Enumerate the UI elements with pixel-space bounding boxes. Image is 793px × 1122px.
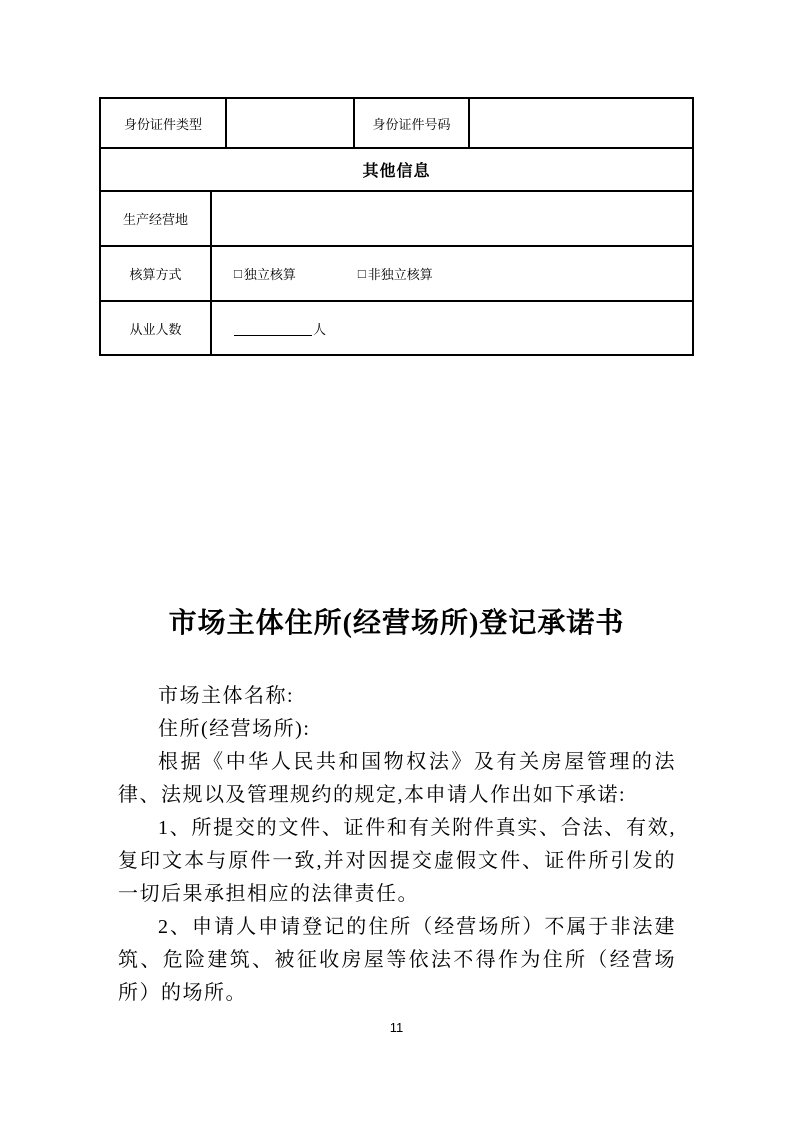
- id-certificate-number-label: 身份证件号码: [355, 99, 470, 147]
- checkbox-icon: □: [234, 266, 242, 281]
- employee-count-unit: 人: [313, 321, 327, 337]
- business-location-value: [212, 192, 692, 245]
- option-non-independent-accounting-label: 非独立核算: [367, 267, 433, 282]
- other-info-section-header: 其他信息: [362, 163, 431, 180]
- id-certificate-number-value: [470, 99, 692, 147]
- id-certificate-type-label: 身份证件类型: [101, 99, 227, 147]
- option-independent-accounting-label: 独立核算: [243, 267, 296, 282]
- paragraph-commitment-2: 2、申请人申请登记的住所（经营场所）不属于非法建筑、危险建筑、被征收房屋等依法不得作为住所（经营场所）的场所。: [118, 916, 676, 1004]
- document-body: [118, 680, 676, 1010]
- accounting-method-value: [212, 247, 692, 300]
- employee-count-blank-line: [234, 320, 312, 336]
- option-non-independent-accounting: [358, 264, 433, 283]
- table-row-employee-count: [101, 302, 692, 354]
- page-number: 11: [389, 1020, 404, 1035]
- table-row-section-header: [101, 149, 692, 192]
- field-residence-business-premises: 住所(经营场所):: [158, 718, 311, 740]
- paragraph-commitment-1: 1、所提交的文件、证件和有关附件真实、合法、有效,复印文本与原件一致,并对因提交虚假文件、证件所引发的一切后果承担相应的法律责任。: [118, 817, 676, 905]
- registration-form-table: [99, 97, 694, 356]
- table-row-id-certificate: [101, 99, 692, 149]
- employee-count-value: [212, 302, 692, 354]
- id-certificate-type-value: [227, 99, 355, 147]
- table-row-business-location: [101, 192, 692, 247]
- employee-count-label: 从业人数: [101, 302, 212, 354]
- document-title: 市场主体住所(经营场所)登记承诺书: [168, 608, 625, 639]
- accounting-method-label: 核算方式: [101, 247, 212, 300]
- paragraph-intro: 根据《中华人民共和国物权法》及有关房屋管理的法律、法规以及管理规约的规定,本申请人作出如下承诺:: [118, 751, 676, 806]
- table-row-accounting-method: [101, 247, 692, 302]
- business-location-label: 生产经营地: [101, 192, 212, 245]
- option-independent-accounting: [234, 264, 296, 283]
- field-market-entity-name: 市场主体名称:: [158, 685, 295, 707]
- checkbox-icon: □: [357, 266, 366, 281]
- accounting-options-group: [234, 264, 433, 283]
